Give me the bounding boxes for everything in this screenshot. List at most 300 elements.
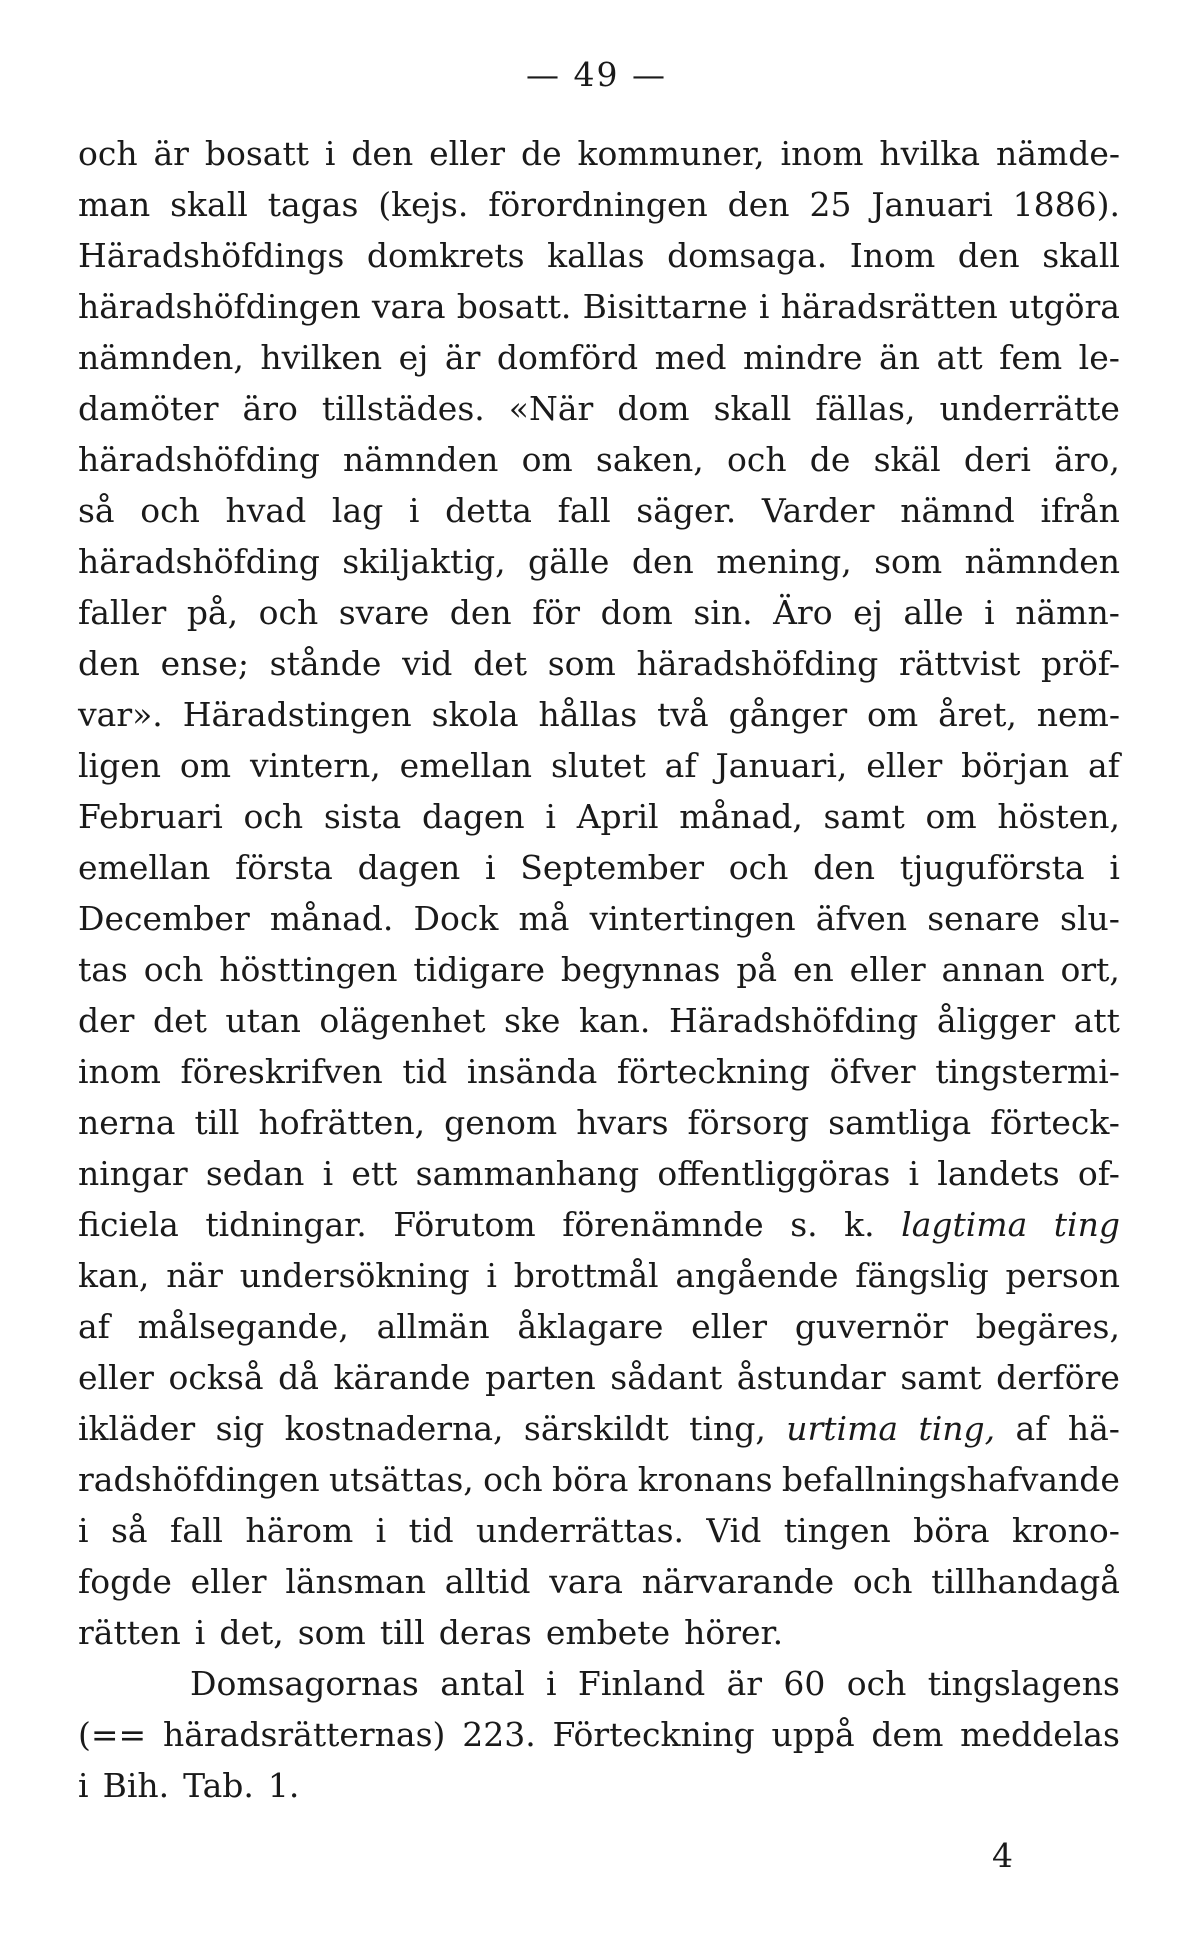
word: brottmål: [513, 1256, 659, 1295]
word: härom: [245, 1511, 354, 1550]
word: häradshöfding: [636, 644, 879, 683]
word: begynnas: [560, 950, 721, 989]
word: fall: [557, 491, 611, 530]
text-line: [78, 1760, 1120, 1811]
word: tid: [408, 1511, 454, 1550]
word: (==: [78, 1715, 147, 1754]
word: häradshöfdingen: [78, 287, 361, 326]
word: om: [179, 746, 232, 785]
word: var».: [78, 695, 163, 734]
text-line: [78, 128, 1120, 179]
word: må: [518, 899, 570, 938]
word: af: [78, 1307, 110, 1346]
word: vara: [371, 287, 446, 326]
word: om: [521, 440, 573, 479]
word: ej: [853, 593, 883, 632]
word: af: [664, 746, 697, 785]
word: genom: [444, 1103, 558, 1142]
word: hösttingen: [219, 950, 398, 989]
word: fängslig: [855, 1256, 989, 1295]
text-line: [78, 332, 1120, 383]
word: gånger: [728, 695, 848, 734]
word: åligger: [936, 1001, 1056, 1040]
word: ting,: [689, 1409, 766, 1448]
word: k.: [844, 1205, 875, 1244]
word: 223.: [462, 1715, 536, 1754]
word: och: [78, 134, 138, 173]
word: ficiela: [78, 1205, 179, 1244]
word: säger.: [636, 491, 737, 530]
word: bosatt: [204, 134, 309, 173]
word: olägenhet: [319, 1001, 486, 1040]
word: ting,: [918, 1409, 996, 1448]
word: då: [278, 1358, 319, 1397]
word: Förteckning: [552, 1715, 755, 1754]
word: i: [758, 287, 770, 326]
word: krono-: [1012, 1511, 1120, 1550]
word: ort,: [1060, 950, 1120, 989]
word: af: [1015, 1409, 1048, 1448]
word: och: [143, 950, 204, 989]
word: bosatt.: [456, 287, 572, 326]
word: skall: [1042, 236, 1120, 275]
word: domförd: [496, 338, 639, 377]
word: nämde-: [995, 134, 1120, 173]
text-line: [78, 1454, 1120, 1505]
word: och: [726, 440, 787, 479]
word: Bih.: [102, 1766, 170, 1805]
word: det: [152, 1001, 207, 1040]
word: tingstermi-: [935, 1052, 1120, 1091]
word: utgöra: [1008, 287, 1120, 326]
word: äfven: [815, 899, 908, 938]
word: i: [984, 593, 995, 632]
word: sin.: [693, 593, 753, 632]
word: ikläder: [78, 1409, 196, 1448]
word: dagen: [357, 848, 461, 887]
word: tid: [402, 1052, 448, 1091]
word: hvad: [225, 491, 307, 530]
word: Domsagornas: [190, 1664, 419, 1703]
word: eller: [691, 1307, 768, 1346]
word: och: [846, 1664, 907, 1703]
word: kärande: [333, 1358, 471, 1397]
text-line: [78, 1505, 1120, 1556]
word: Tab.: [183, 1766, 254, 1805]
word: åklagare: [517, 1307, 664, 1346]
word: dom: [600, 593, 673, 632]
word: ej: [398, 338, 429, 377]
word: eller: [78, 1358, 154, 1397]
word: vara: [549, 1562, 623, 1601]
word: samt: [900, 1358, 982, 1397]
word: sådant: [610, 1358, 723, 1397]
word: sammanhang: [415, 1154, 640, 1193]
word: samt: [823, 797, 905, 836]
word: eller: [429, 134, 506, 173]
word: underrättas.: [476, 1511, 685, 1550]
word: böra: [913, 1511, 990, 1550]
word: deri: [963, 440, 1031, 479]
text-line: [78, 791, 1120, 842]
word: tas: [78, 950, 128, 989]
word: kan,: [78, 1256, 150, 1295]
word: rätten: [78, 1613, 181, 1652]
word: April: [576, 797, 659, 836]
word: hvilka: [879, 134, 981, 173]
word: i: [78, 1766, 89, 1805]
word: förteck-: [990, 1103, 1120, 1142]
word: Februari: [78, 797, 223, 836]
word: är: [444, 338, 481, 377]
word: det,: [219, 1613, 284, 1652]
word: om: [867, 695, 919, 734]
word: och: [852, 1562, 913, 1601]
word: hörer.: [684, 1613, 784, 1652]
word: vid: [402, 644, 453, 683]
word: den: [727, 185, 790, 224]
text-line: [78, 1709, 1120, 1760]
word: så: [110, 1511, 148, 1550]
word: skiljaktig,: [342, 542, 506, 581]
word: öfver: [829, 1052, 916, 1091]
word: ningar: [78, 1154, 188, 1193]
word: meddelas: [960, 1715, 1120, 1754]
word: damöter: [78, 389, 219, 428]
word: och: [483, 1460, 543, 1499]
word: fogde: [78, 1562, 172, 1601]
word: i: [375, 1511, 387, 1550]
word: Häradshöfding: [668, 1001, 919, 1040]
word: böra: [551, 1460, 629, 1499]
word: December: [78, 899, 250, 938]
word: vintern,: [250, 746, 381, 785]
word: befallningshafvande: [781, 1460, 1120, 1499]
text-line: [78, 1658, 1120, 1709]
word: stånde: [269, 644, 382, 683]
word: samtliga: [828, 1103, 972, 1142]
word: ligen: [78, 746, 162, 785]
word: hä-: [1067, 1409, 1120, 1448]
text-line: [78, 383, 1120, 434]
word: i: [485, 848, 496, 887]
text-line: [78, 740, 1120, 791]
word: att: [1073, 1001, 1120, 1040]
word: angående: [675, 1256, 839, 1295]
text-line: [78, 1607, 1120, 1658]
word: slu-: [1060, 899, 1120, 938]
text-line: [78, 536, 1120, 587]
word: i: [908, 1154, 920, 1193]
word: föreskrifven: [180, 1052, 383, 1091]
text-line: [78, 1301, 1120, 1352]
word: Varder: [761, 491, 875, 530]
word: ifrån: [1040, 491, 1120, 530]
word: ske: [504, 1001, 561, 1040]
word: ett: [351, 1154, 398, 1193]
word: landets: [937, 1154, 1060, 1193]
word: den: [78, 644, 140, 683]
word: svare: [338, 593, 430, 632]
word: nerna: [78, 1103, 176, 1142]
word: inom: [780, 134, 864, 173]
word: Häradshöfdings: [78, 236, 345, 275]
word: nämnden: [964, 542, 1120, 581]
word: vintertingen: [589, 899, 796, 938]
text-line: [78, 1250, 1120, 1301]
word: i: [408, 491, 420, 530]
word: offentliggöras: [657, 1154, 891, 1193]
text-line: [78, 1403, 1120, 1454]
word: äro,: [1054, 440, 1120, 479]
word: och: [728, 848, 789, 887]
text-line: [78, 689, 1120, 740]
word: emellan: [399, 746, 533, 785]
word: kommuner,: [577, 134, 765, 173]
word: 25: [809, 185, 852, 224]
word: tingslagens: [927, 1664, 1120, 1703]
word: de: [809, 440, 851, 479]
signature-mark: 4: [992, 1836, 1013, 1875]
word: Januari,: [715, 746, 848, 785]
word: le-: [1078, 338, 1120, 377]
word: saken,: [595, 440, 704, 479]
word: hvars: [576, 1103, 669, 1142]
word: embete: [545, 1613, 671, 1652]
word: med: [654, 338, 727, 377]
word: som: [547, 644, 616, 683]
word: kostnaderna,: [284, 1409, 504, 1448]
word: Äro: [773, 593, 833, 632]
word: förenämnde: [562, 1205, 764, 1244]
word: 1886).: [1012, 185, 1120, 224]
word: eller: [849, 950, 926, 989]
word: den: [957, 236, 1020, 275]
word: s.: [790, 1205, 818, 1244]
text-line: [78, 842, 1120, 893]
word: Bisittarne: [582, 287, 748, 326]
word: Januari: [871, 185, 993, 224]
word: i: [545, 797, 556, 836]
word: fem: [999, 338, 1063, 377]
word: allmän: [376, 1307, 490, 1346]
word: närvarande: [641, 1562, 835, 1601]
text-line: [78, 638, 1120, 689]
text-line: [78, 281, 1120, 332]
word: tillhandagå: [931, 1562, 1120, 1601]
word: två: [657, 695, 709, 734]
text-line: [78, 179, 1120, 230]
word: sedan: [205, 1154, 305, 1193]
word: Finland: [577, 1664, 706, 1703]
body-text: [78, 128, 1120, 1811]
word: faller: [78, 593, 167, 632]
word: senare: [927, 899, 1040, 938]
word: som: [297, 1613, 366, 1652]
word: skall: [170, 185, 248, 224]
word: Vid: [706, 1511, 762, 1550]
word: på,: [186, 593, 239, 632]
word: domsaga.: [667, 236, 828, 275]
word: Dock: [413, 899, 499, 938]
word: till: [379, 1613, 425, 1652]
word: det: [473, 644, 528, 683]
word: pröf-: [1041, 644, 1120, 683]
word: till: [194, 1103, 240, 1142]
word: der: [78, 1001, 135, 1040]
word: mindre: [743, 338, 863, 377]
word: slutet: [550, 746, 646, 785]
word: så: [78, 491, 115, 530]
word: också: [168, 1358, 264, 1397]
text-line: [78, 893, 1120, 944]
word: eller: [190, 1562, 267, 1601]
text-line: [78, 1556, 1120, 1607]
word: dom: [617, 389, 690, 428]
word: är: [726, 1664, 763, 1703]
word: hösten,: [997, 797, 1120, 836]
word: om: [925, 797, 977, 836]
word: målsegande,: [137, 1307, 349, 1346]
word: tidningar.: [205, 1205, 367, 1244]
word: som: [874, 542, 943, 581]
word: emellan: [78, 848, 211, 887]
word: person: [1005, 1256, 1120, 1295]
word: förordningen: [488, 185, 708, 224]
word: häradsrätternas): [162, 1715, 446, 1754]
word: den: [813, 848, 876, 887]
word: utsättas,: [329, 1460, 474, 1499]
word: 1.: [267, 1766, 300, 1805]
word: begäres,: [975, 1307, 1120, 1346]
word: särskildt: [523, 1409, 669, 1448]
word: försorg: [687, 1103, 810, 1142]
word: året,: [938, 695, 1017, 734]
word: nämnden,: [78, 338, 244, 377]
word: dagen: [421, 797, 525, 836]
page-number: — 49 —: [526, 55, 667, 94]
word: förteckning: [616, 1052, 811, 1091]
word: alltid: [444, 1562, 531, 1601]
word: i: [324, 134, 336, 173]
word: man: [78, 185, 151, 224]
text-line: [78, 485, 1120, 536]
word: tidigare: [413, 950, 546, 989]
word: nämnden: [343, 440, 499, 479]
word: insända: [466, 1052, 598, 1091]
word: ting: [1053, 1205, 1120, 1244]
word: alle: [903, 593, 964, 632]
word: radshöfdingen: [78, 1460, 320, 1499]
word: uppå: [771, 1715, 855, 1754]
word: rättvist: [898, 644, 1021, 683]
word: månad.: [269, 899, 394, 938]
word: nämn-: [1015, 593, 1120, 632]
word: i: [322, 1154, 334, 1193]
word: och: [258, 593, 319, 632]
word: annan: [941, 950, 1045, 989]
word: parten: [485, 1358, 596, 1397]
word: tingen: [783, 1511, 891, 1550]
word: i: [486, 1256, 497, 1295]
word: hvilken: [260, 338, 383, 377]
word: att: [936, 338, 983, 377]
word: häradshöfding: [78, 440, 320, 479]
word: lag: [331, 491, 384, 530]
word: åstundar: [736, 1358, 886, 1397]
word: början: [961, 746, 1070, 785]
word: of-: [1077, 1154, 1120, 1193]
word: den: [631, 542, 694, 581]
word: domkrets: [366, 236, 525, 275]
word: i: [194, 1613, 206, 1652]
word: på: [736, 950, 778, 989]
word: när: [166, 1256, 223, 1295]
word: skäl: [873, 440, 941, 479]
word: och: [243, 797, 304, 836]
text-line: [78, 995, 1120, 1046]
word: för: [532, 593, 581, 632]
word: Häradstingen: [182, 695, 412, 734]
word: urtima: [786, 1409, 899, 1448]
text-line: [78, 434, 1120, 485]
word: första: [235, 848, 333, 887]
word: eller: [866, 746, 943, 785]
word: mening,: [716, 542, 852, 581]
word: äro: [242, 389, 298, 428]
text-line: [78, 1148, 1120, 1199]
word: derföre: [996, 1358, 1120, 1397]
word: häradsrätten: [780, 287, 998, 326]
word: kronans: [637, 1460, 773, 1499]
word: en: [793, 950, 834, 989]
word: Inom: [849, 236, 936, 275]
word: skola: [431, 695, 519, 734]
word: skall: [713, 389, 792, 428]
word: gälle: [528, 542, 610, 581]
word: tjuguförsta: [899, 848, 1085, 887]
word: i: [1109, 848, 1120, 887]
text-line: [78, 1199, 1120, 1250]
text-line: [78, 1097, 1120, 1148]
word: detta: [445, 491, 532, 530]
word: September: [520, 848, 705, 887]
word: inom: [78, 1052, 161, 1091]
word: fall: [169, 1511, 223, 1550]
text-line: [78, 1352, 1120, 1403]
word: de: [520, 134, 562, 173]
word: tillstädes.: [321, 389, 485, 428]
word: än: [879, 338, 920, 377]
word: deras: [438, 1613, 532, 1652]
word: sista: [323, 797, 402, 836]
word: (kejs.: [378, 185, 469, 224]
text-line: [78, 230, 1120, 281]
word: Förutom: [393, 1205, 536, 1244]
word: i: [546, 1664, 557, 1703]
word: tagas: [267, 185, 359, 224]
word: den: [351, 134, 414, 173]
word: lagtima: [901, 1205, 1028, 1244]
word: kan.: [579, 1001, 651, 1040]
word: guvernör: [794, 1307, 949, 1346]
word: den: [449, 593, 512, 632]
text-line: [78, 944, 1120, 995]
text-line: [78, 587, 1120, 638]
word: utan: [225, 1001, 301, 1040]
word: kallas: [547, 236, 645, 275]
word: är: [153, 134, 189, 173]
